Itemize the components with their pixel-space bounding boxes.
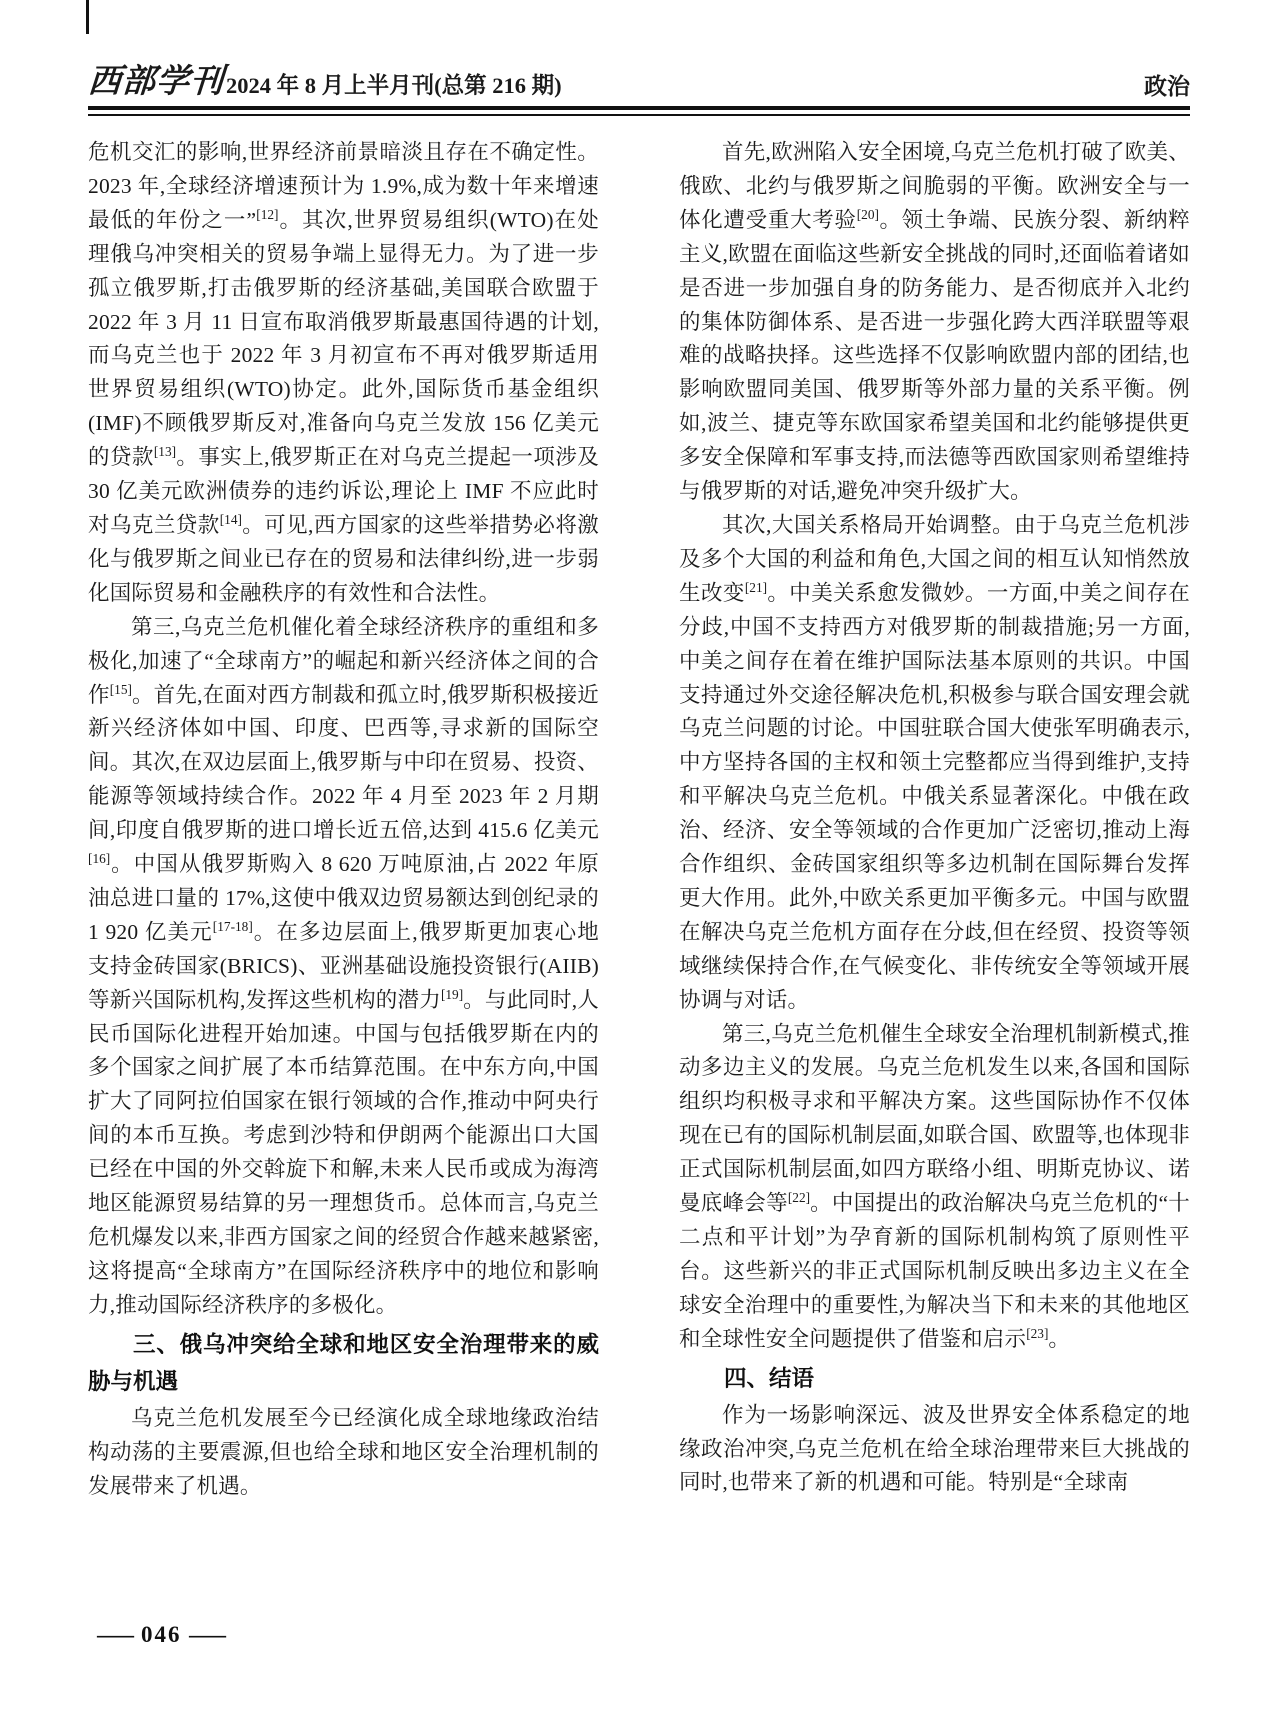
right-column [679,136,1190,1503]
paragraph: 乌克兰危机发展至今已经演化成全球地缘政治结构动荡的主要震源,但也给全球和地区安全治理机制的发展带来了机遇。 [88,1405,599,1498]
page-footer [97,1622,226,1648]
footer-dash-left: — [97,1622,134,1647]
paragraph: 其次,大国关系格局开始调整。由于乌克兰危机涉及多个大国的利益和角色,大国之间的相互认知悄然放生改变[21]。中美关系愈发微妙。一方面,中美之间存在分歧,中国不支持西方对俄罗斯的制裁措施;另一方面,中美之间存在着在维护国际法基本原则的共识。中国支持通过外交途径解决危机,积极参与联合国安理会就乌克兰问题的讨论。中国驻联合国大使张军明确表示,中方坚持各国的主权和领土完整都应当得到维护,支持和平解决乌克兰危机。中俄关系显著深化。中俄在政治、经济、安全等领域的合作更加广泛密切,推动上海合作组织、金砖国家组织等多边机制在国际舞台发挥更大作用。此外,中欧关系更加平衡多元。中国与欧盟在解决乌克兰危机方面存在分歧,但在经贸、投资等领域继续保持合作,在气候变化、非传统安全等领域开展协调与对话。 [679,512,1190,1012]
header-left-group [88,66,562,99]
header-divider [88,106,1190,116]
page-header [88,66,1190,106]
section-heading: 三、俄乌冲突给全球和地区安全治理带来的威胁与机遇 [88,1331,599,1394]
footer-dash-right: — [188,1622,226,1647]
paragraph: 首先,欧洲陷入安全困境,乌克兰危机打破了欧美、俄欧、北约与俄罗斯之间脆弱的平衡。欧洲安全与一体化遭受重大考验[20]。领土争端、民族分裂、新纳粹主义,欧盟在面临这些新安全挑战的同时,还面临着诸如是否进一步加强自身的防务能力、是否彻底并入北约的集体防御体系、是否进一步强化跨大西洋联盟等艰难的战略抉择。这些选择不仅影响欧盟内部的团结,也影响欧盟同美国、俄罗斯等外部力量的关系平衡。例如,波兰、捷克等东欧国家希望美国和北约能够提供更多安全保障和军事支持,而法德等西欧国家则希望维持与俄罗斯的对话,避免冲突升级扩大。 [679,140,1190,504]
paragraph: 第三,乌克兰危机催化着全球经济秩序的重组和多极化,加速了“全球南方”的崛起和新兴经济体之间的合作[15]。首先,在面对西方制裁和孤立时,俄罗斯积极接近新兴经济体如中国、印度、巴西等,寻求新的国际空间。其次,在双边层面上,俄罗斯与中印在贸易、投资、能源等领域持续合作。2022 年 4 月至 2023 年 2 月期间,印度自俄罗斯的进口增长近五倍,达到 415.6 亿美元[16]。中国从俄罗斯购入 8 620 万吨原油,占 2022 年原油总进口量的 17%,这使中俄双边贸易额达到创纪录的 1 920 亿美元[17-18]。在多边层面上,俄罗斯更加衷心地支持金砖国家(BRICS)、亚洲基础设施投资银行(AIIB)等新兴国际机构,发挥这些机构的潜力[19]。与此同时,人民币国际化进程开始加速。中国与包括俄罗斯在内的多个国家之间扩展了本币结算范围。在中东方向,中国扩大了同阿拉伯国家在银行领域的合作,推动中阿央行间的本币互换。考虑到沙特和伊朗两个能源出口大国已经在中国的外交斡旋下和解,未来人民币或成为海湾地区能源贸易结算的另一理想货币。总体而言,乌克兰危机爆发以来,非西方国家之间的经贸合作越来越紧密,这将提高“全球南方”在国际经济秩序中的地位和影响力,推动国际经济秩序的多极化。 [88,614,600,1317]
paragraph: 第三,乌克兰危机催生全球安全治理机制新模式,推动多边主义的发展。乌克兰危机发生以来,各国和国际组织均积极寻求和平解决方案。这些国际协作不仅体现在已有的国际机制层面,如联合国、欧盟等,也体现非正式国际机制层面,如四方联络小组、明斯克协议、诺曼底峰会等[22]。中国提出的政治解决乌克兰危机的“十二点和平计划”为孕育新的国际机制构筑了原则性平台。这些新兴的非正式国际机制反映出多边主义在全球安全治理中的重要性,为解决当下和未来的其他地区和全球性安全问题提供了借鉴和启示[23]。 [679,1021,1190,1351]
paragraph: 作为一场影响深远、波及世界安全体系稳定的地缘政治冲突,乌克兰危机在给全球治理带来巨大挑战的同时,也带来了新的机遇和可能。特别是“全球南 [679,1402,1190,1495]
page-body [88,66,1190,1503]
scan-crop-mark [86,0,89,34]
two-column-layout [88,136,1190,1503]
journal-logo: 西部学刊 [86,64,226,100]
issue-info: 2024 年 8 月上半月刊(总第 216 期) [226,73,562,99]
left-column [88,136,599,1503]
page-number: 046 [141,1622,182,1647]
section-label: 政治 [1144,73,1190,99]
paragraph: 危机交汇的影响,世界经济前景暗淡且存在不确定性。2023 年,全球经济增速预计为 1.9%,成为数十年来增速最低的年份之一”[12]。其次,世界贸易组织(WTO)在处理俄乌冲突相关的贸易争端上显得无力。为了进一步孤立俄罗斯,打击俄罗斯的经济基础,美国联合欧盟于 2022 年 3 月 11 日宣布取消俄罗斯最惠国待遇的计划,而乌克兰也于 2022 年 3 月初宣布不再对俄罗斯适用世界贸易组织(WTO)协定。此外,国际货币基金组织(IMF)不顾俄罗斯反对,准备向乌克兰发放 156 亿美元的贷款[13]。事实上,俄罗斯正在对乌克兰提起一项涉及 30 亿美元欧洲债券的违约诉讼,理论上 IMF 不应此时对乌克兰贷款[14]。可见,西方国家的这些举措势必将激化与俄罗斯之间业已存在的贸易和法律纠纷,进一步弱化国际贸易和金融秩序的有效性和合法性。 [88,140,599,605]
section-heading: 四、结语 [724,1365,815,1391]
